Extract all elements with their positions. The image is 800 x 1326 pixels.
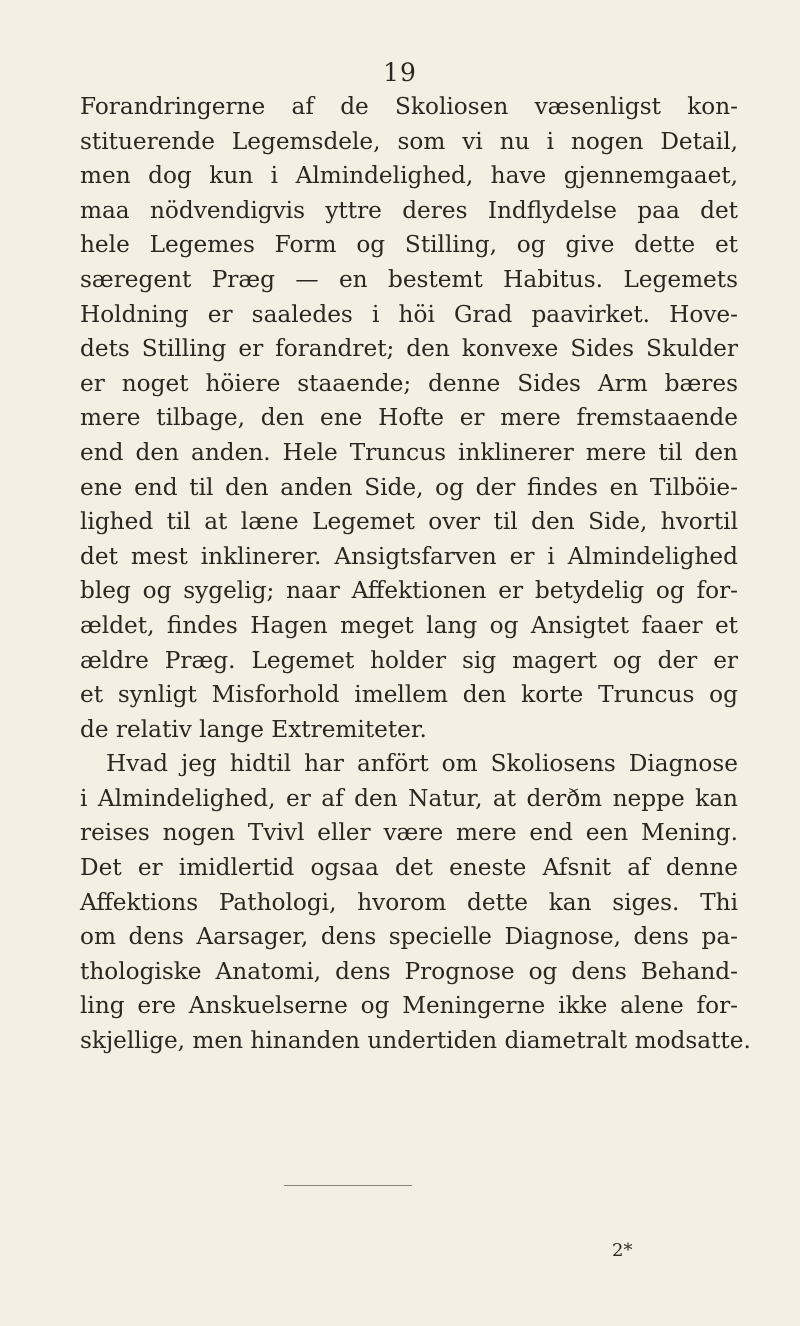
text-line: ene end til den anden Side, og der findes en Tilböie- <box>80 473 738 501</box>
text-line: et synligt Misforhold imellem den korte Truncus og <box>80 681 738 709</box>
text-line: Hvad jeg hidtil har anfört om Skoliosens Diagnose <box>106 750 738 778</box>
text-line: bleg og sygelig; naar Affektionen er betydelig og for- <box>80 577 738 605</box>
text-line: særegent Præg — en bestemt Habitus. Legemets <box>80 265 738 293</box>
text-line: ling ere Anskuelserne og Meningerne ikke alene for- <box>80 992 738 1020</box>
text-line: ældre Præg. Legemet holder sig magert og der er <box>80 646 738 674</box>
text-line: thologiske Anatomi, dens Prognose og dens Behand- <box>80 957 738 985</box>
text-line: end den anden. Hele Truncus inklinerer mere til den <box>80 438 738 466</box>
text-line: mere tilbage, den ene Hofte er mere fremstaaende <box>80 404 738 432</box>
text-line: Affektions Pathologi, hvorom dette kan siges. Thi <box>80 888 738 916</box>
text-line: ældet, findes Hagen meget lang og Ansigtet faaer et <box>80 611 738 639</box>
text-line: Det er imidlertid ogsaa det eneste Afsnit af denne <box>80 854 738 882</box>
text-line: stituerende Legemsdele, som vi nu i nogen Detail, <box>80 127 738 155</box>
text-line: skjellige, men hinanden undertiden diametralt modsatte. <box>80 1027 751 1055</box>
text-line: det mest inklinerer. Ansigtsfarven er i Almindelighed <box>80 542 738 570</box>
text-line: Holdning er saaledes i höi Grad paavirket. Hove- <box>80 300 738 328</box>
text-line: lighed til at læne Legemet over til den Side, hvortil <box>80 508 738 536</box>
text-line: om dens Aarsager, dens specielle Diagnose, dens pa- <box>80 923 738 951</box>
text-line: dets Stilling er forandret; den konvexe Sides Skulder <box>80 335 738 363</box>
text-line: men dog kun i Almindelighed, have gjennemgaaet, <box>80 162 738 190</box>
text-line: Forandringerne af de Skoliosen væsenligst kon- <box>80 93 738 120</box>
paragraph-2 <box>80 747 751 1058</box>
text-line: hele Legemes Form og Stilling, og give dette et <box>80 231 738 259</box>
paragraph-1 <box>80 90 738 747</box>
text-line: er noget höiere staaende; denne Sides Arm bæres <box>80 369 738 397</box>
text-line: i Almindelighed, er af den Natur, at derðm neppe kan <box>80 784 738 812</box>
body-text <box>80 90 751 1059</box>
footer-rule <box>284 1185 412 1186</box>
page-number: 19 <box>383 58 417 87</box>
text-line: de relativ lange Extremiteter. <box>80 715 427 743</box>
text-line: reises nogen Tvivl eller være mere end een Mening. <box>80 819 738 847</box>
text-line: maa nödvendigvis yttre deres Indflydelse paa det <box>80 196 738 224</box>
signature-mark: 2* <box>612 1240 633 1261</box>
